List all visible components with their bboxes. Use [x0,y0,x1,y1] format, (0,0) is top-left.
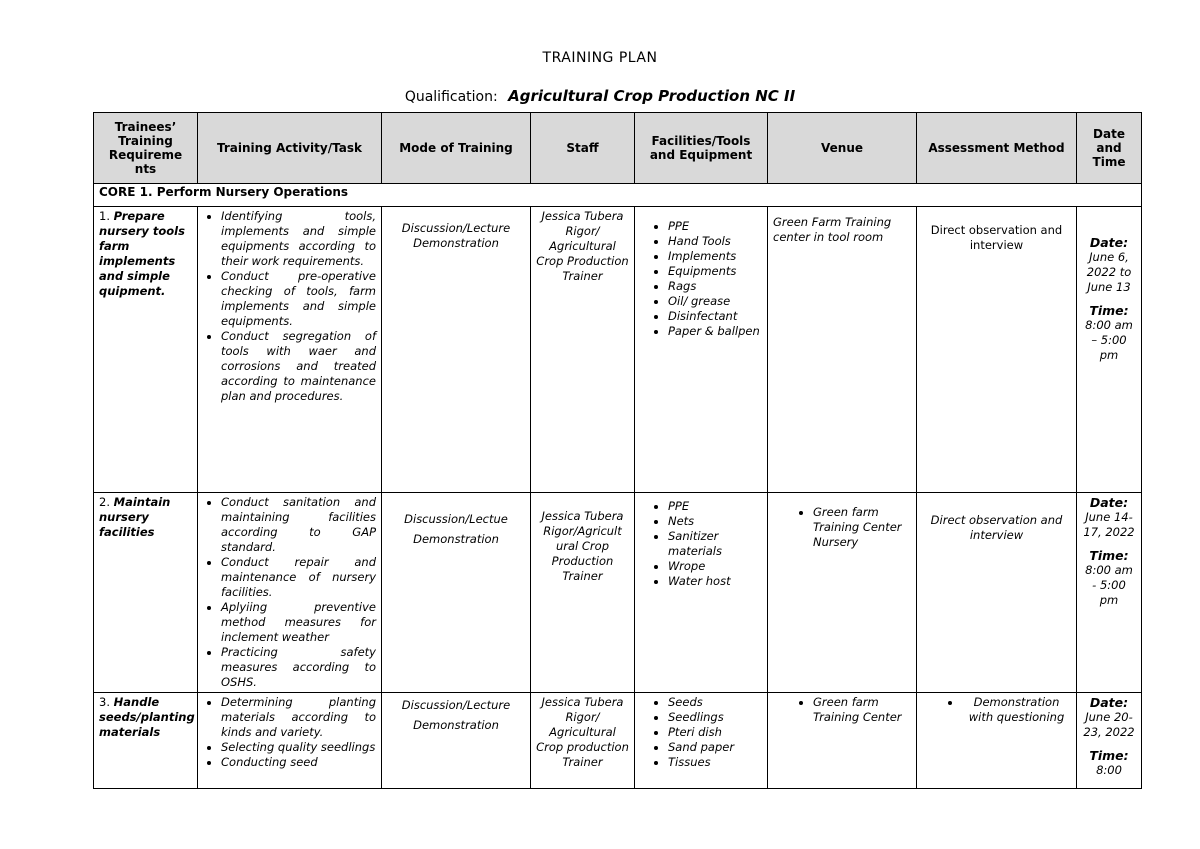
list-item: • Nets [668,514,762,529]
date-label: Date: [1089,495,1129,510]
list-item: • Determining planting materials according to kinds and variety. [221,695,376,740]
list-item: • Sanitizer materials [668,529,762,559]
header-facilities: Facilities/Tools and Equipment [635,113,768,184]
date-time-cell [1077,693,1142,789]
list-item: • Identifying tools, implements and simple equipments according to their work requirements. [221,209,376,269]
mode-text: Discussion/Lecture Demonstration [401,221,511,250]
requirement-text: Maintain nursery facilities [99,495,171,539]
assessment-cell [917,693,1077,789]
activity-list [203,695,376,770]
document-title: TRAINING PLAN [542,50,658,66]
requirement-cell [94,493,198,693]
header-mode: Mode of Training [382,113,531,184]
list-item: • Conduct segregation of tools with waer and corrosions and treated according to maintenance plan and procedures. [221,329,376,404]
list-item: • Selecting quality seedlings [221,740,376,755]
date-time-cell [1077,493,1142,693]
requirement-cell [94,207,198,493]
header-activity: Training Activity/Task [198,113,382,184]
date-value: June 14-17, 2022 [1083,510,1135,539]
assessment-list [922,695,1071,725]
training-plan-table [93,112,1142,789]
date-time-cell [1077,207,1142,493]
requirement-number: 3. [99,695,110,709]
list-item: • Sand paper [668,740,762,755]
requirement-text: Prepare nursery tools farm implements and simple quipment. [99,209,185,298]
facilities-cell [635,207,768,493]
list-item: • Water host [668,574,762,589]
date-value: June 6, 2022 to June 13 [1086,250,1132,294]
activity-list [203,495,376,690]
table-row [94,207,1142,493]
header-venue: Venue [768,113,917,184]
time-label: Time: [1089,548,1129,563]
date-label: Date: [1089,695,1129,710]
activity-cell [198,693,382,789]
activity-cell [198,207,382,493]
assessment-cell: Direct observation and interview [917,493,1077,693]
list-item: • Oil/ grease [668,294,762,309]
list-item: • Rags [668,279,762,294]
list-item: • Conducting seed [221,755,376,770]
requirement-number: 2. [99,495,110,509]
mode-line-1: Discussion/Lectue [404,512,508,526]
time-value: 8:00 am – 5:00 pm [1085,318,1133,362]
staff-cell: Jessica Tubera Rigor/ Agricultural Crop production Trainer [531,693,635,789]
facilities-cell [635,693,768,789]
list-item: • Implements [668,249,762,264]
list-item: • Green farm Training Center [813,695,911,725]
section-title: CORE 1. Perform Nursery Operations [94,184,1142,207]
table-row [94,693,1142,789]
mode-line-2: Demonstration [413,718,499,732]
list-item: • Disinfectant [668,309,762,324]
venue-cell [768,493,917,693]
qualification-label: Qualification: [404,89,498,105]
activity-cell [198,493,382,693]
venue-cell [768,693,917,789]
list-item: • PPE [668,499,762,514]
staff-cell: Jessica Tubera Rigor/ Agricultural Crop Production Trainer [531,207,635,493]
staff-cell: Jessica Tubera Rigor/Agricult ural Crop Production Trainer [531,493,635,693]
mode-cell [382,693,531,789]
facilities-list [640,695,762,770]
list-item: • Conduct sanitation and maintaining facilities according to GAP standard. [221,495,376,555]
date-label: Date: [1089,235,1129,250]
activity-list [203,209,376,404]
list-item: • Aplyiing preventive method measures for inclement weather [221,600,376,645]
list-item: • Hand Tools [668,234,762,249]
list-item: • Conduct repair and maintenance of nursery facilities. [221,555,376,600]
time-label: Time: [1089,303,1129,318]
list-item: • Practicing safety measures according to OSHS. [221,645,376,690]
requirement-cell [94,693,198,789]
facilities-list [640,499,762,589]
list-item: • Conduct pre-operative checking of tools, farm implements and simple equipments. [221,269,376,329]
time-value: 8:00 am - 5:00 pm [1085,563,1133,607]
facilities-cell [635,493,768,693]
mode-line-2: Demonstration [413,532,499,546]
list-item: • Demonstration with questioning [962,695,1071,725]
venue-list [773,505,911,550]
header-assessment: Assessment Method [917,113,1077,184]
time-label: Time: [1089,748,1129,763]
header-requirements: Trainees’ Training Requireme nts [94,113,198,184]
mode-cell [382,493,531,693]
header-row [94,113,1142,184]
facilities-list [640,219,762,339]
qualification-line [0,87,1200,105]
qualification-value: Agricultural Crop Production NC II [508,87,796,105]
list-item: • PPE [668,219,762,234]
venue-cell: Green Farm Training center in tool room [768,207,917,493]
header-staff: Staff [531,113,635,184]
requirement-text: Handle seeds/planting materials [99,695,195,739]
list-item: • Green farm Training Center Nursery [813,505,911,550]
table-row [94,493,1142,693]
header-date-time: Date and Time [1077,113,1142,184]
section-row [94,184,1142,207]
list-item: • Seedlings [668,710,762,725]
list-item: • Pteri dish [668,725,762,740]
list-item: • Wrope [668,559,762,574]
list-item: • Seeds [668,695,762,710]
requirement-number: 1. [99,209,110,223]
mode-cell [382,207,531,493]
assessment-cell: Direct observation and interview [917,207,1077,493]
list-item: • Paper & ballpen [668,324,762,339]
time-value: 8:00 [1096,763,1122,777]
venue-list [773,695,911,725]
date-value: June 20-23, 2022 [1083,710,1135,739]
list-item: • Tissues [668,755,762,770]
list-item: • Equipments [668,264,762,279]
mode-line-1: Discussion/Lecture [401,698,511,712]
